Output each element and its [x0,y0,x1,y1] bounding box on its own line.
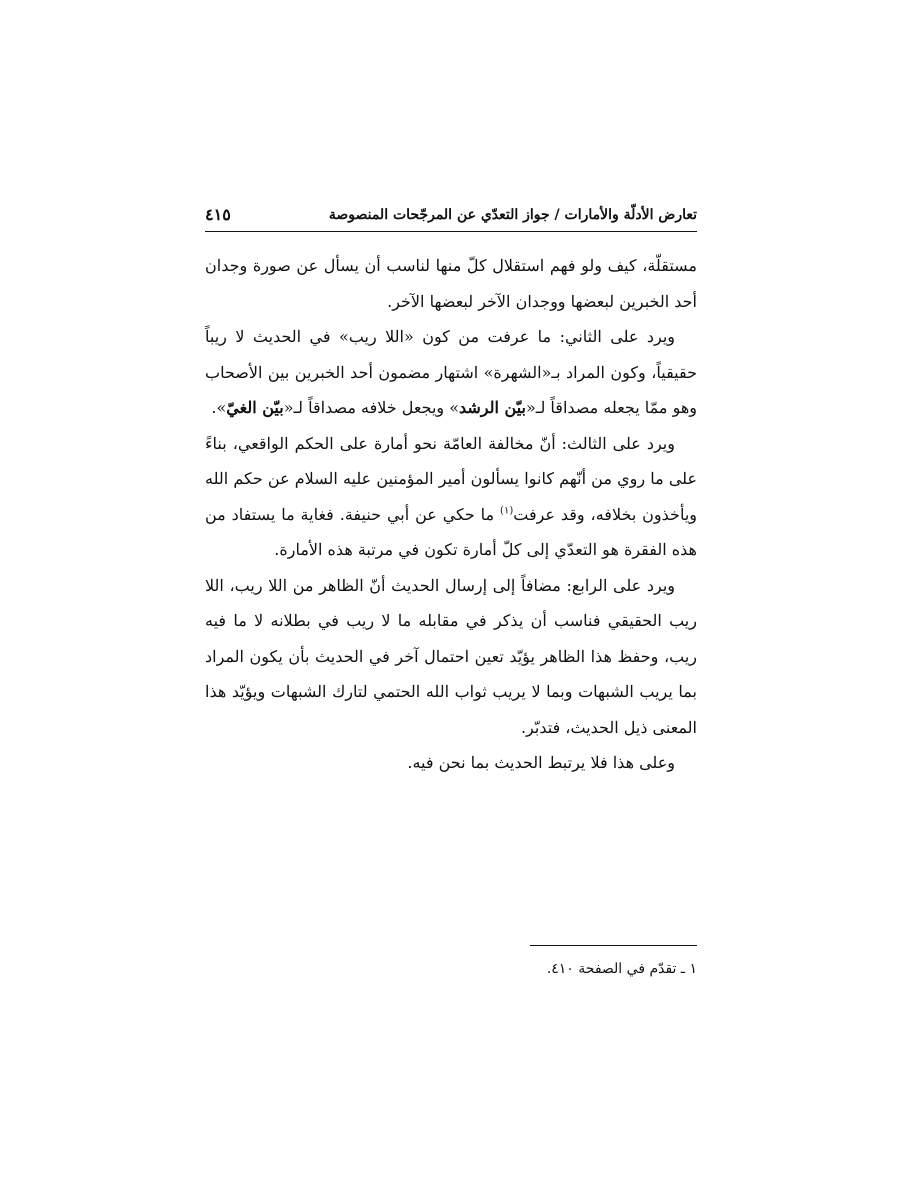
text-run: ما حكي عن أبي حنيفة. فغاية ما يستفاد من هذه الفقرة هو التعدّي إلى كلّ أمارة تكون في مرتبة هذه الأمارة. [205,504,697,559]
text-run: ويرد على الرابع: مضافاً إلى إرسال الحديث أنّ الظاهر من اللا ريب، اللا ريب الحقيقي فناسب أن يذكر في مقابله ما لا ريب في بطلانه لا ما فيه ريب، وحفظ هذا الظاهر يؤيّد تعين احتمال آخر في الحديث بأن يكون المراد بما يريب الشبهات وبما لا يريب ثواب الله الحتمي لتارك الشبهات ويؤيّد هذا المعنى ذيل الحديث، فتدبّر. [205,575,697,737]
paragraph [205,745,697,781]
paragraph [205,319,697,426]
body-text [205,248,697,781]
paragraph [205,426,697,568]
paragraph [205,568,697,746]
text-run: ويرد على الثالث: أنّ مخالفة العامّة نحو أمارة على الحكم الواقعي، بناءً على ما روي من أنّهم كانوا يسألون أمير المؤمنين عليه السلام عن حكم الله ويأخذون بخلافه، وقد عرفت [205,433,697,524]
page-header [205,203,697,227]
footnote-marker: (١) [500,505,514,517]
page-number: ٤١٥ [205,205,231,224]
bold-phrase: بيّن الغيّ [226,398,284,417]
paragraph [205,248,697,319]
header-divider [205,231,697,232]
bold-phrase: بيّن الرشد [459,398,526,417]
footnote: ١ ـ تقدّم في الصفحة ٤١٠. [546,961,697,977]
running-title: تعارض الأدلّة والأمارات / جواز التعدّي عن المرجّحات المنصوصة [328,207,697,223]
footnote-divider [530,945,697,946]
text-run: » ويجعل خلافه مصداقاً لـ« [283,398,459,417]
text-run: مستقلّة، كيف ولو فهم استقلال كلّ منها لناسب أن يسأل عن صورة وجدان أحد الخبرين لبعضها ووجدان الآخر لبعضها الآخر. [205,256,697,311]
text-run: ». [211,398,227,417]
text-run: ويرد على الثاني: ما عرفت من كون «اللا ريب» في الحديث لا ريباً حقيقياً، وكون المراد بـ«الشهرة» اشتهار مضمون أحد الخبرين بين الأصحاب وهو ممّا يجعله مصداقاً لـ« [205,327,697,417]
text-run: وعلى هذا فلا يرتبط الحديث بما نحن فيه. [407,753,675,772]
